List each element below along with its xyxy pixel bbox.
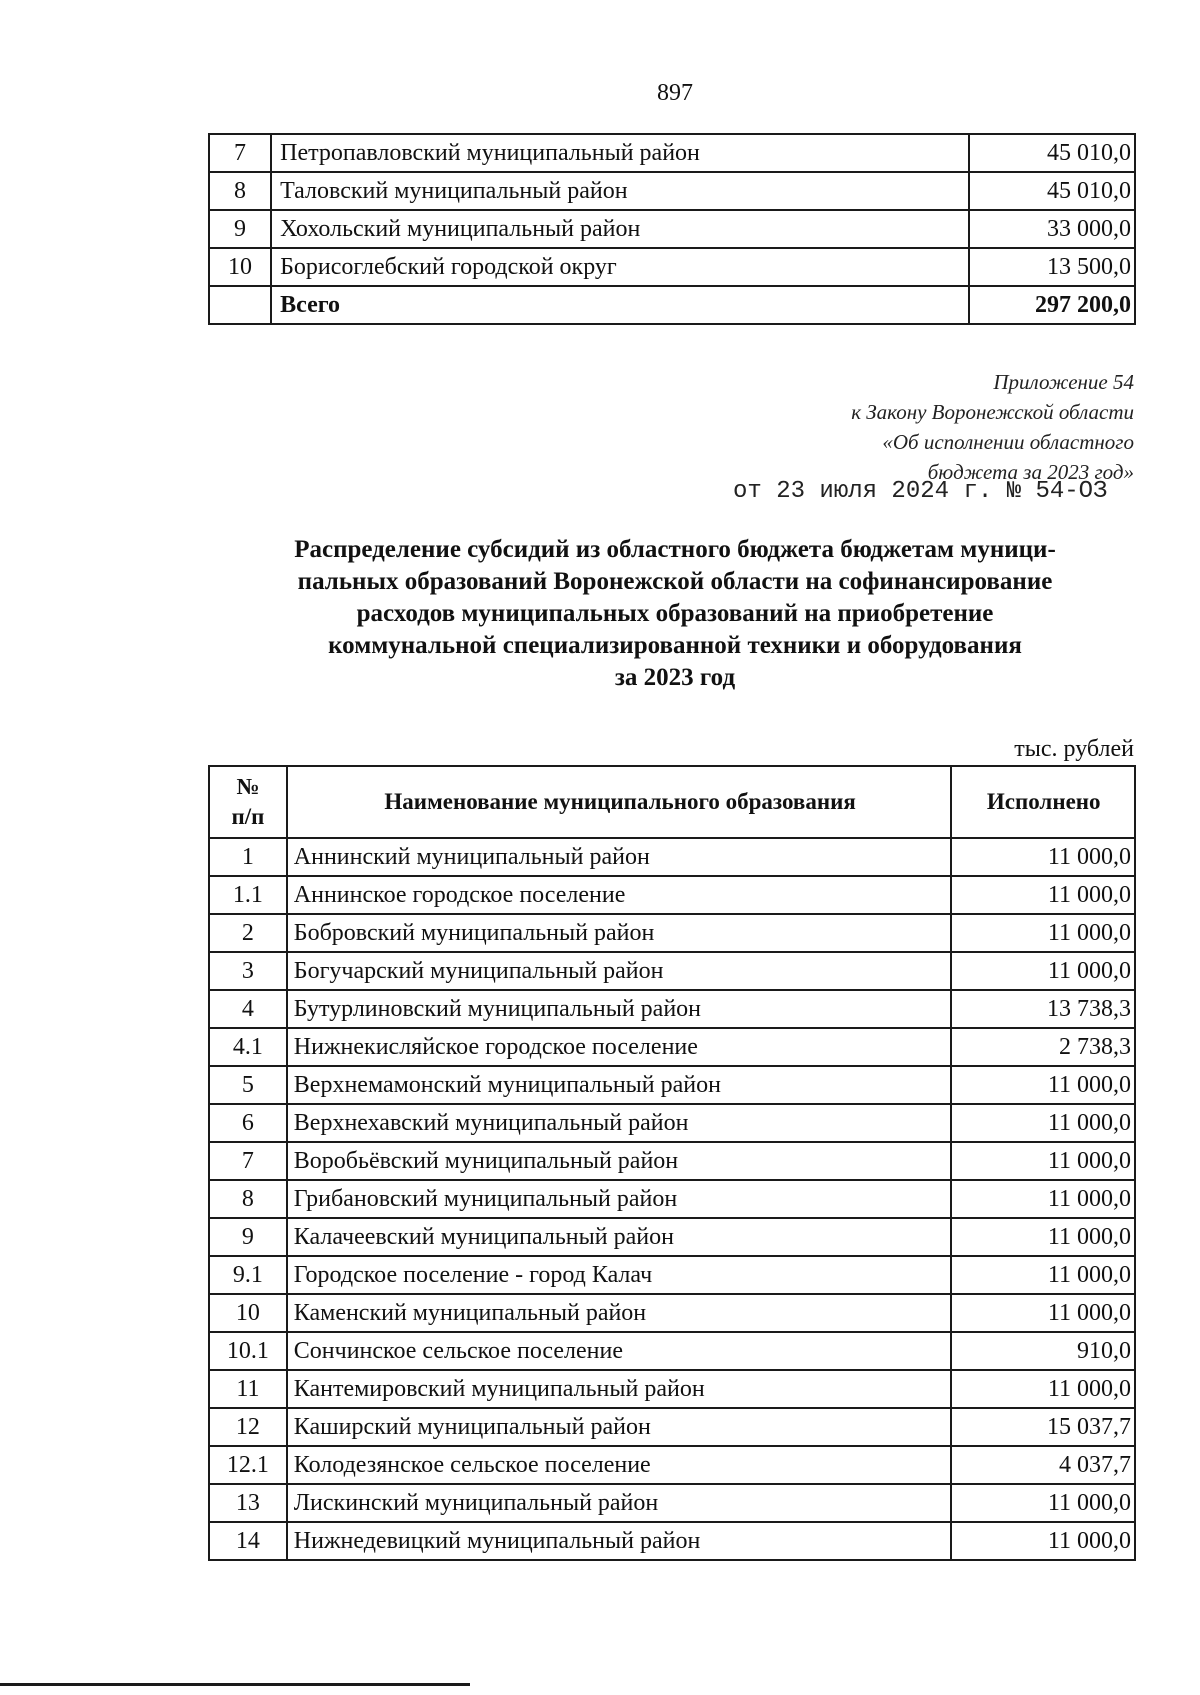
- table-row: [209, 1104, 1135, 1142]
- amount-value: 11 000,0: [951, 914, 1135, 952]
- municipality-name: Петропавловский муниципальный район: [271, 134, 969, 172]
- municipality-name: Борисоглебский городской округ: [271, 248, 969, 286]
- municipality-name: Хохольский муниципальный район: [271, 210, 969, 248]
- row-number: 1: [209, 838, 287, 876]
- document-title: [0, 534, 1200, 694]
- total-row: [209, 286, 1135, 324]
- table-row: [209, 1332, 1135, 1370]
- table-row: [209, 1522, 1135, 1560]
- municipality-name: Колодезянское сельское поселение: [287, 1446, 952, 1484]
- municipality-name: Аннинское городское поселение: [287, 876, 952, 914]
- continued-table: [208, 133, 1136, 325]
- appendix-line: Приложение 54: [993, 370, 1134, 394]
- amount-value: 910,0: [951, 1332, 1135, 1370]
- row-number: 8: [209, 1180, 287, 1218]
- row-number: 12.1: [209, 1446, 287, 1484]
- municipality-name: Нижнедевицкий муниципальный район: [287, 1522, 952, 1560]
- table-body: [209, 838, 1135, 1560]
- row-number: 4.1: [209, 1028, 287, 1066]
- table-row: [209, 1256, 1135, 1294]
- footer-rule: [0, 1683, 470, 1686]
- amount-value: 11 000,0: [951, 1484, 1135, 1522]
- table-row: [209, 952, 1135, 990]
- total-label: Всего: [271, 286, 969, 324]
- amount-value: 11 000,0: [951, 1180, 1135, 1218]
- municipality-name: Сончинское сельское поселение: [287, 1332, 952, 1370]
- row-number: 7: [209, 1142, 287, 1180]
- amount-value: 11 000,0: [951, 1066, 1135, 1104]
- row-number: 14: [209, 1522, 287, 1560]
- row-number: 3: [209, 952, 287, 990]
- subsidy-table: [208, 765, 1136, 1561]
- table-row: [209, 1066, 1135, 1104]
- municipality-name: Лискинский муниципальный район: [287, 1484, 952, 1522]
- header-number: [209, 766, 287, 838]
- municipality-name: Каменский муниципальный район: [287, 1294, 952, 1332]
- page-number: 897: [657, 80, 693, 106]
- amount-value: 11 000,0: [951, 838, 1135, 876]
- amount-value: 2 738,3: [951, 1028, 1135, 1066]
- row-number: 6: [209, 1104, 287, 1142]
- header-name: Наименование муниципального образования: [287, 766, 952, 838]
- municipality-name: Кантемировский муниципальный район: [287, 1370, 952, 1408]
- table-row: [209, 990, 1135, 1028]
- amount-value: 11 000,0: [951, 1370, 1135, 1408]
- municipality-name: Бутурлиновский муниципальный район: [287, 990, 952, 1028]
- municipality-name: Каширский муниципальный район: [287, 1408, 952, 1446]
- appendix-line: к Закону Воронежской области: [851, 400, 1134, 424]
- row-number: 13: [209, 1484, 287, 1522]
- row-number: 10.1: [209, 1332, 287, 1370]
- total-number-cell: [209, 286, 271, 324]
- municipality-name: Грибановский муниципальный район: [287, 1180, 952, 1218]
- table-row: [209, 1218, 1135, 1256]
- table-row: [209, 1180, 1135, 1218]
- amount-value: 33 000,0: [969, 210, 1135, 248]
- municipality-name: Аннинский муниципальный район: [287, 838, 952, 876]
- row-number: 5: [209, 1066, 287, 1104]
- municipality-name: Таловский муниципальный район: [271, 172, 969, 210]
- table-row: [209, 1142, 1135, 1180]
- table-row: [209, 838, 1135, 876]
- amount-value: 45 010,0: [969, 134, 1135, 172]
- amount-value: 11 000,0: [951, 1142, 1135, 1180]
- table-row: [209, 210, 1135, 248]
- appendix-note: [851, 367, 1134, 487]
- table-row: [209, 1028, 1135, 1066]
- municipality-name: Воробьёвский муниципальный район: [287, 1142, 952, 1180]
- title-line: за 2023 год: [614, 664, 736, 691]
- row-number: 10: [209, 248, 271, 286]
- amount-value: 11 000,0: [951, 952, 1135, 990]
- row-number: 9: [209, 210, 271, 248]
- amount-value: 15 037,7: [951, 1408, 1135, 1446]
- appendix-line: «Об исполнении областного: [882, 430, 1134, 454]
- title-line: Распределение субсидий из областного бюджета бюджетам муници-: [294, 536, 1056, 563]
- municipality-name: Калачеевский муниципальный район: [287, 1218, 952, 1256]
- header-number-abbr: п/п: [231, 804, 265, 829]
- amount-value: 45 010,0: [969, 172, 1135, 210]
- law-reference: от 23 июля 2024 г. № 54-ОЗ: [733, 478, 1108, 505]
- row-number: 1.1: [209, 876, 287, 914]
- municipality-name: Городское поселение - город Калач: [287, 1256, 952, 1294]
- amount-value: 11 000,0: [951, 1256, 1135, 1294]
- municipality-name: Бобровский муниципальный район: [287, 914, 952, 952]
- table-row: [209, 172, 1135, 210]
- amount-value: 11 000,0: [951, 1104, 1135, 1142]
- appendix-line: бюджета за 2023 год»: [927, 460, 1134, 484]
- unit-label: тыс. рублей: [1014, 736, 1134, 762]
- row-number: 10: [209, 1294, 287, 1332]
- table-row: [209, 134, 1135, 172]
- total-value: 297 200,0: [969, 286, 1135, 324]
- table-header-row: [209, 766, 1135, 838]
- amount-value: 11 000,0: [951, 1522, 1135, 1560]
- title-line: расходов муниципальных образований на приобретение: [356, 600, 994, 627]
- amount-value: 4 037,7: [951, 1446, 1135, 1484]
- table-row: [209, 1408, 1135, 1446]
- municipality-name: Верхнехавский муниципальный район: [287, 1104, 952, 1142]
- row-number: 8: [209, 172, 271, 210]
- municipality-name: Нижнекисляйское городское поселение: [287, 1028, 952, 1066]
- table-row: [209, 1446, 1135, 1484]
- header-value: Исполнено: [951, 766, 1135, 838]
- row-number: 9.1: [209, 1256, 287, 1294]
- table-row: [209, 1370, 1135, 1408]
- amount-value: 11 000,0: [951, 1218, 1135, 1256]
- amount-value: 11 000,0: [951, 876, 1135, 914]
- amount-value: 13 500,0: [969, 248, 1135, 286]
- title-line: коммунальной специализированной техники и оборудования: [328, 632, 1022, 659]
- row-number: 9: [209, 1218, 287, 1256]
- row-number: 4: [209, 990, 287, 1028]
- amount-value: 13 738,3: [951, 990, 1135, 1028]
- row-number: 11: [209, 1370, 287, 1408]
- table-row: [209, 248, 1135, 286]
- row-number: 7: [209, 134, 271, 172]
- table-row: [209, 876, 1135, 914]
- row-number: 2: [209, 914, 287, 952]
- amount-value: 11 000,0: [951, 1294, 1135, 1332]
- table-row: [209, 1294, 1135, 1332]
- table-row: [209, 914, 1135, 952]
- title-line: пальных образований Воронежской области на софинансирование: [297, 568, 1053, 595]
- municipality-name: Верхнемамонский муниципальный район: [287, 1066, 952, 1104]
- header-number-symbol: №: [236, 774, 260, 799]
- table-row: [209, 1484, 1135, 1522]
- municipality-name: Богучарский муниципальный район: [287, 952, 952, 990]
- row-number: 12: [209, 1408, 287, 1446]
